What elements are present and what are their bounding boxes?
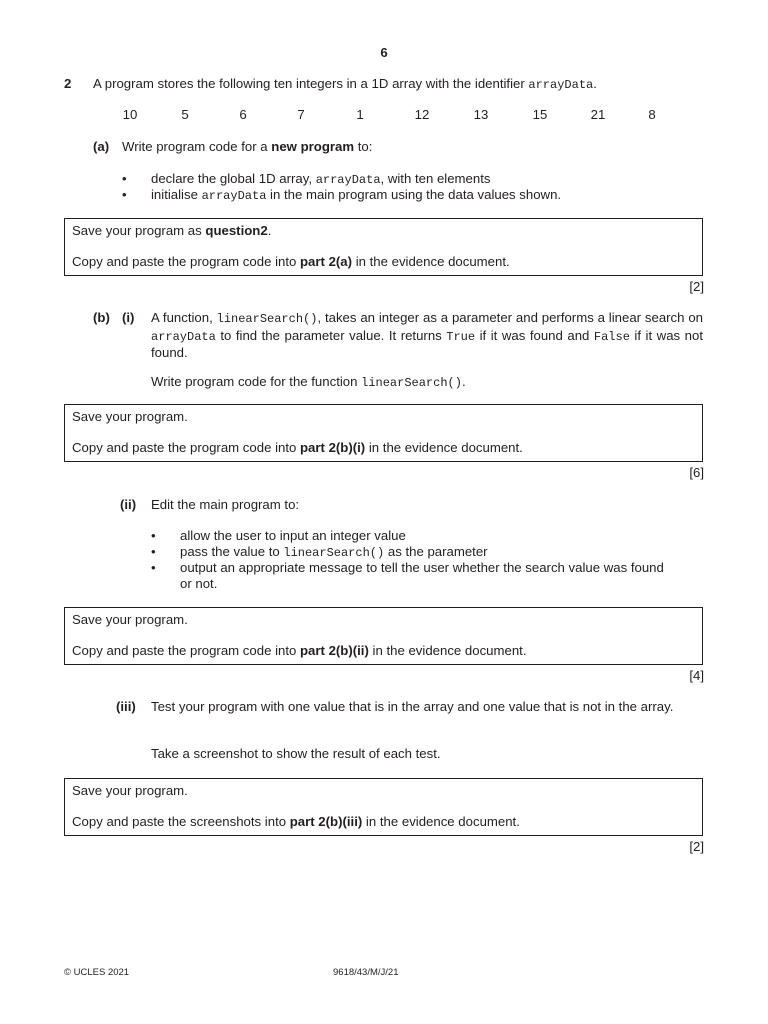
part-b-iii-text-2: Take a screenshot to show the result of each test. xyxy=(151,746,441,761)
part-b-iii-label: (iii) xyxy=(116,699,136,714)
value-item: 5 xyxy=(181,107,189,122)
page-number: 6 xyxy=(380,45,388,60)
part-b-ii-bullet-1: allow the user to input an integer value xyxy=(180,528,406,543)
part-b-iii-text: Test your program with one value that is in the array and one value that is not in the array. xyxy=(151,699,674,714)
box-line-save: Save your program. xyxy=(72,409,188,424)
value-item: 1 xyxy=(356,107,364,122)
part-b-ii-bullet-3-line-1: output an appropriate message to tell the user whether the search value was found xyxy=(180,560,664,575)
box-line-copy: Copy and paste the screenshots into part 2(b)(iii) in the evidence document. xyxy=(72,814,520,829)
part-b-i-label: (i) xyxy=(122,310,135,325)
part-b-ii-bullet-3-line-2: or not. xyxy=(180,576,218,591)
value-item: 15 xyxy=(532,107,548,122)
part-b-i-marks: [6] xyxy=(689,465,704,480)
part-b-iii-marks: [2] xyxy=(689,839,704,854)
part-b-i-write: Write program code for the function linearSearch(). xyxy=(151,374,466,390)
footer-copyright: © UCLES 2021 xyxy=(64,967,130,978)
footer-paper-code: 9618/43/M/J/21 xyxy=(333,967,399,978)
part-b-i-instruction-box xyxy=(64,404,703,462)
bullet: • xyxy=(122,187,127,202)
value-item: 8 xyxy=(648,107,656,122)
part-a-text: Write program code for a new program to: xyxy=(122,139,373,154)
value-item: 13 xyxy=(473,107,489,122)
part-b-ii-marks: [4] xyxy=(689,668,704,683)
part-b-ii-bullet-2: pass the value to linearSearch() as the parameter xyxy=(180,544,488,560)
question-number: 2 xyxy=(64,76,72,91)
part-a-label: (a) xyxy=(93,139,110,154)
box-line-copy: Copy and paste the program code into part 2(b)(i) in the evidence document. xyxy=(72,440,523,455)
part-a-instruction-box xyxy=(64,218,703,276)
part-a-bullet-2: initialise arrayData in the main program using the data values shown. xyxy=(151,187,562,203)
question-intro: A program stores the following ten integers in a 1D array with the identifier arrayData. xyxy=(93,76,597,92)
part-b-ii-label: (ii) xyxy=(120,497,137,512)
box-line-copy: Copy and paste the program code into part 2(a) in the evidence document. xyxy=(72,254,510,269)
part-a-marks: [2] xyxy=(689,279,704,294)
part-b-i-text: A function, linearSearch(), takes an integer as a parameter and performs a linear search on arrayData to find the parameter value. It returns True if it was found and False if it was not found. xyxy=(151,310,704,360)
bullet: • xyxy=(122,171,127,186)
bullet: • xyxy=(151,560,156,575)
part-b-ii-text: Edit the main program to: xyxy=(151,497,300,512)
box-line-save: Save your program. xyxy=(72,783,188,798)
box-line-copy: Copy and paste the program code into part 2(b)(ii) in the evidence document. xyxy=(72,643,527,658)
bullet: • xyxy=(151,544,156,559)
value-item: 7 xyxy=(297,107,305,122)
value-item: 10 xyxy=(122,107,138,122)
part-b-ii-instruction-box xyxy=(64,607,703,665)
bullet: • xyxy=(151,528,156,543)
part-b-iii-instruction-box xyxy=(64,778,703,836)
value-item: 12 xyxy=(414,107,430,122)
box-line-save: Save your program. xyxy=(72,612,188,627)
box-line-save: Save your program as question2. xyxy=(72,223,272,238)
part-a-bullet-1: declare the global 1D array, arrayData, with ten elements xyxy=(151,171,491,187)
value-item: 6 xyxy=(239,107,247,122)
value-item: 21 xyxy=(590,107,606,122)
part-b-label: (b) xyxy=(93,310,110,325)
